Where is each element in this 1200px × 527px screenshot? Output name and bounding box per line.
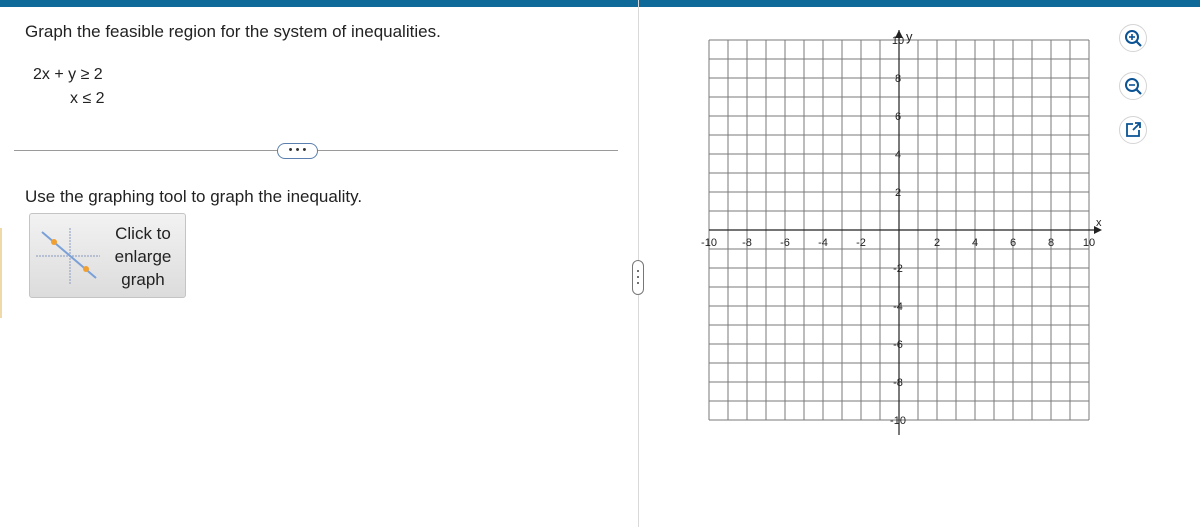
enlarge-graph-button[interactable] [29,213,186,298]
y-tick-label: 2 [894,187,902,199]
popout-icon [1124,121,1142,139]
zoom-out-button[interactable] [1119,72,1147,100]
axes [709,29,1102,435]
coordinate-grid[interactable] [690,20,1110,440]
x-tick-label: 8 [1047,237,1055,249]
zoom-out-icon [1124,77,1142,95]
x-tick-label: -2 [856,237,866,249]
y-tick-label: 10 [891,35,905,47]
popout-button[interactable] [1119,116,1147,144]
x-tick-label: 10 [1082,237,1096,249]
x-tick-label: 6 [1009,237,1017,249]
instruction-text: Use the graphing tool to graph the inequality. [25,187,363,206]
tick-labels [701,35,1095,427]
y-tick-label: -10 [890,415,906,427]
y-tick-label: 4 [894,149,902,161]
top-bar [0,0,1200,7]
y-tick-label: -8 [893,377,903,389]
enlarge-label-line-2: enlarge [114,247,172,266]
x-tick-label: -8 [742,237,752,249]
zoom-in-icon [1124,29,1142,47]
x-tick-label: 4 [971,237,979,249]
zoom-in-button[interactable] [1119,24,1147,52]
enlarge-label-line-1: Click to [115,224,171,243]
left-edge-marker [0,228,2,318]
y-tick-label: 8 [894,73,902,85]
inequality-1: 2x + y ≥ 2 [33,66,103,83]
enlarge-label-line-3: graph [121,270,165,289]
question-prompt: Graph the feasible region for the system of inequalities. [25,22,441,41]
more-button[interactable]: • • • [277,143,318,159]
y-tick-label: -2 [893,263,903,275]
inequality-2: x ≤ 2 [70,90,105,107]
x-tick-label: -10 [701,237,717,249]
x-axis-label: x [1096,217,1102,229]
x-tick-label: -4 [818,237,828,249]
panel-resize-handle[interactable] [632,260,644,295]
y-axis-label: y [906,29,913,44]
y-tick-label: -6 [893,339,903,351]
y-tick-label: 6 [894,111,902,123]
graph-thumbnail-icon [36,226,102,286]
y-tick-label: -4 [893,301,903,313]
x-tick-label: 2 [933,237,941,249]
x-tick-label: -6 [780,237,790,249]
